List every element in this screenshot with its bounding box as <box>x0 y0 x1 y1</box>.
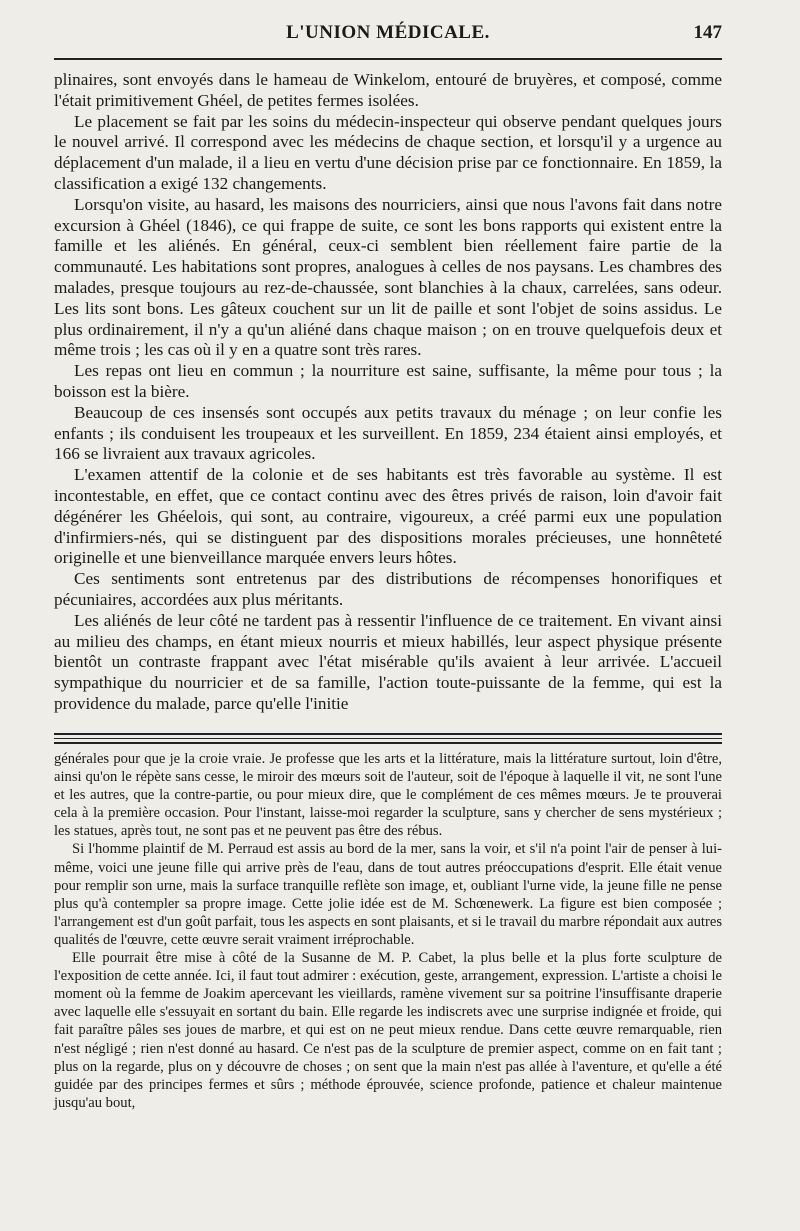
page-number: 147 <box>693 22 722 43</box>
paragraph: L'examen attentif de la colonie et de ses habitants est très favorable au système. Il est incontestable, en effet, que ce contact continu avec des êtres privés de raison, loin d'avoir fait dégénérer les Ghéelois, qui sont, au contraire, vigoureux, a créé parmi eux une population d'infirmiers-nés, qui se distinguent par des dispositions morales précieuses, une honnêteté originelle et une bienveillance marquée envers leurs hôtes. <box>54 465 722 568</box>
running-head: L'UNION MÉDICALE. <box>286 22 490 43</box>
header-rule <box>54 58 722 60</box>
footnote-text <box>54 750 722 1112</box>
separator-line <box>54 738 722 739</box>
paragraph: plinaires, sont envoyés dans le hameau de Winkelom, entouré de bruyères, et composé, comme l'était primitivement Ghéel, de petites fermes isolées. <box>54 70 722 110</box>
paragraph: Le placement se fait par les soins du médecin-inspecteur qui observe pendant quelques jours le nouvel arrivé. Il correspond avec les médecins de chaque section, et lorsqu'il y a urgence au déplacement d'un malade, il a lieu en vertu d'une décision prise par ce fonctionnaire. En 1859, la classification a exigé 132 changements. <box>54 111 722 193</box>
paragraph: Ces sentiments sont entretenus par des distributions de récompenses honorifiques et pécuniaires, accordées aux plus méritants. <box>54 569 722 609</box>
paragraph: Les repas ont lieu en commun ; la nourriture est saine, suffisante, la même pour tous ; la boisson est la bière. <box>54 361 722 401</box>
page-header <box>54 22 722 50</box>
footnote-paragraph: Si l'homme plaintif de M. Perraud est assis au bord de la mer, sans la voir, et s'il n'a point l'air de penser à lui-même, voici une jeune fille qui arrive près de l'eau, dans de tout autres préoccupations d'esprit. Elle était venue pour remplir son urne, mais la surface tranquille reflète son image, et, oubliant l'urne vide, la jeune fille ne pense plus qu'à contempler sa propre image. Cette jolie idée est de M. Schœnewerk. La figure est bien composée ; l'arrangement est d'un goût parfait, tous les aspects en sont plaisants, et si le travail du marbre répondait aux autres qualités de l'œuvre, cette œuvre serait vraiment irréprochable. <box>54 841 722 948</box>
paragraph: Lorsqu'on visite, au hasard, les maisons des nourriciers, ainsi que nous l'avons fait dans notre excursion à Ghéel (1846), ce qui frappe de suite, ce sont les bons rapports qui existent entre la famille et les aliénés. En général, ceux-ci semblent bien réellement faire partie de la communauté. Les habitations sont propres, analogues à celles de nos paysans. Les chambres des malades, presque toujours au rez-de-chaussée, sont blanchies à la chaux, carrelées, sans odeur. Les lits sont bons. Les gâteux couchent sur un lit de paille et sont l'objet de soins assidus. Le plus ordinairement, il n'y a qu'un aliéné dans chaque maison ; on en trouve quelquefois deux et même trois ; les cas où il y en a quatre sont très rares. <box>54 194 722 360</box>
separator-line <box>54 733 722 735</box>
paragraph: Beaucoup de ces insensés sont occupés aux petits travaux du ménage ; on leur confie les enfants ; ils conduisent les troupeaux et les surveillent. En 1859, 234 étaient ainsi employés, et 166 se livraient aux travaux agricoles. <box>54 402 722 464</box>
separator-line <box>54 742 722 744</box>
footnote-paragraph: Elle pourrait être mise à côté de la Susanne de M. P. Cabet, la plus belle et la plus forte sculpture de l'exposition de cette année. Ici, il faut tout admirer : exécution, geste, arrangement, expression. L'artiste a choisi le moment où la femme de Joakim apercevant les vieillards, ramène vivement sur sa poitrine l'insuffisante draperie avec laquelle elle s'essuyait en sortant du bain. Elle regarde les indiscrets avec une surprise indignée et froide, qui fait paraître pâles ses joues de marbre, et qui est on ne peut mieux rendue. Dans cette œuvre remarquable, rien n'est négligé ; rien n'est donné au hasard. Ce n'est pas de la sculpture de premier aspect, comme on en fait tant ; plus on la regarde, plus on y découvre de choses ; on sent que la main n'est pas allée à l'aventure, et qu'elle a été guidée par des principes fermes et sûrs ; méthode éprouvée, science profonde, patience et chaleur maintenue jusqu'au bout, <box>54 950 722 1111</box>
paragraph: Les aliénés de leur côté ne tardent pas à ressentir l'influence de ce traitement. En vivant ainsi au milieu des champs, en étant mieux nourris et mieux habillés, leur aspect physique présente bientôt un contraste frappant avec l'état misérable qu'ils avaient à leur arrivée. L'accueil sympathique du nourricier et de sa famille, l'action toute-puissante de la femme, qui est la providence du malade, parce qu'elle l'initie <box>54 610 722 713</box>
footnote-paragraph: générales pour que je la croie vraie. Je professe que les arts et la littérature, mais la littérature surtout, loin d'être, ainsi qu'on le répète sans cesse, le miroir des mœurs soit de l'auteur, soit de l'époque à laquelle il vit, ne sont l'une et les autres, que la contre-partie, ou pour mieux dire, que le complément de ces mêmes mœurs. Je te prouverai cela à la première occasion. Pour l'instant, laisse-moi regarder la sculpture, sans y chercher de sens mystérieux ; les statues, après tout, ne sont pas et ne peuvent pas être des rébus. <box>54 751 722 840</box>
main-text <box>54 70 722 715</box>
footnote-separator <box>54 733 722 744</box>
